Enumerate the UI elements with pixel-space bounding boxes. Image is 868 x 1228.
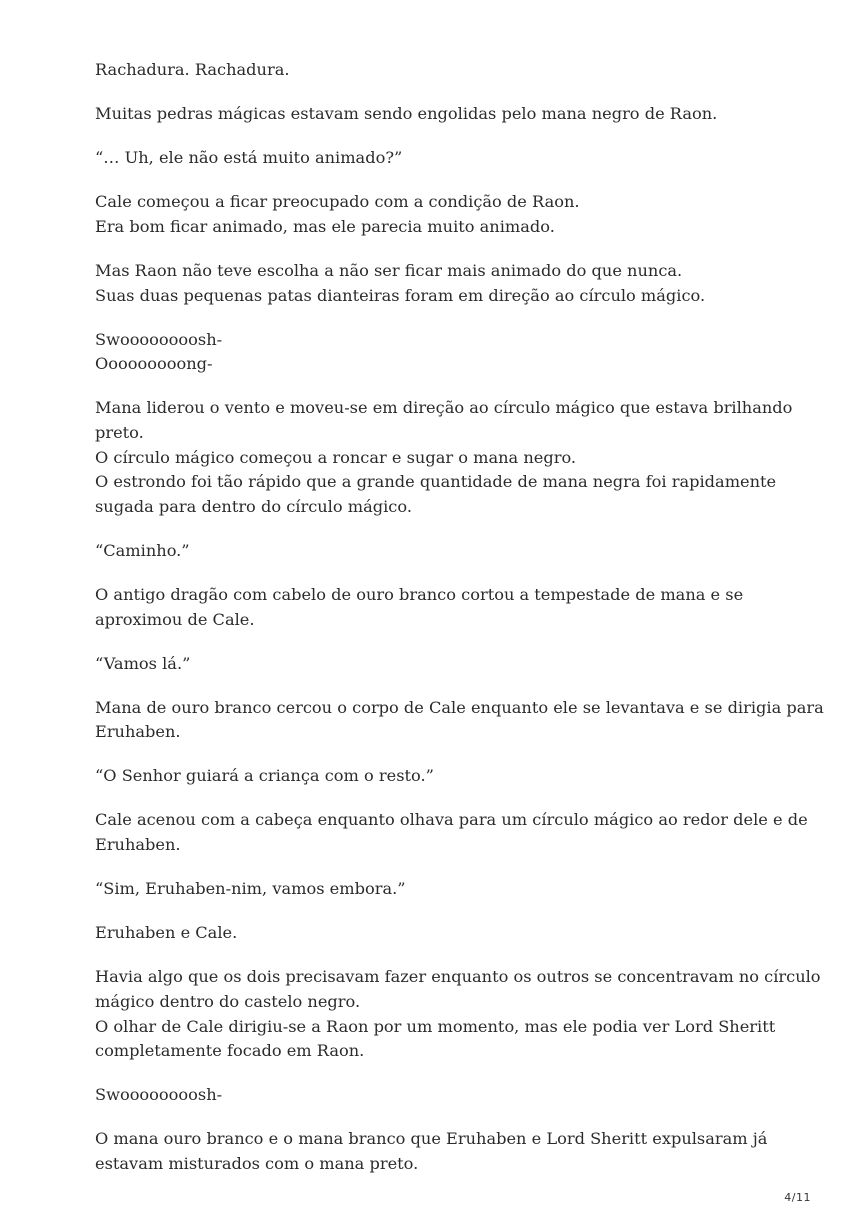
text-line: “Caminho.” [95,540,190,560]
text-line: Ooooooooong- [95,354,213,374]
paragraph [95,1083,795,1108]
paragraph [95,583,795,632]
paragraph [95,696,824,745]
text-line: Eruhaben e Cale. [95,923,238,943]
document-body [95,58,824,1196]
text-line: Rachadura. Rachadura. [95,60,290,79]
paragraph [95,764,795,789]
text-line: Havia algo que os dois precisavam fazer enquanto os outros se concentravam no círculo [95,967,821,987]
paragraph [95,259,795,308]
text-line: Era bom ficar animado, mas ele parecia muito animado. [95,216,555,236]
text-line: Eruhaben. [95,722,181,742]
paragraph [95,102,795,127]
text-line: “Sim, Eruhaben-nim, vamos embora.” [95,879,406,899]
paragraph [95,652,795,677]
text-line: “O Senhor guiará a criança com o resto.” [95,766,434,786]
text-line: O círculo mágico começou a roncar e sugar o mana negro. [95,447,577,467]
text-line: aproximou de Cale. [95,609,255,629]
paragraph [95,808,808,857]
text-line: “Vamos lá.” [95,653,191,673]
paragraph [95,1127,795,1176]
paragraph [95,190,795,239]
paragraph [95,965,821,1063]
text-line: Swoooooooosh- [95,1085,223,1105]
text-line: “… Uh, ele não está muito animado?” [95,148,403,168]
text-line: Cale começou a ficar preocupado com a condição de Raon. [95,192,580,212]
paragraph [95,921,795,946]
paragraph [95,58,795,83]
text-line: O olhar de Cale dirigiu-se a Raon por um momento, mas ele podia ver Lord Sheritt [95,1016,776,1036]
text-line: Swoooooooosh- [95,329,223,349]
text-line: O estrondo foi tão rápido que a grande quantidade de mana negra foi rapidamente [95,472,777,492]
paragraph [95,396,795,519]
text-line: Eruhaben. [95,835,181,855]
text-line: O antigo dragão com cabelo de ouro branco cortou a tempestade de mana e se [95,584,744,604]
paragraph [95,328,795,377]
paragraph [95,146,795,171]
text-line: preto. [95,422,144,442]
text-line: O mana ouro branco e o mana branco que Eruhaben e Lord Sheritt expulsaram já [95,1129,768,1149]
text-line: Mas Raon não teve escolha a não ser ficar mais animado do que nunca. [95,260,683,280]
text-line: Mana liderou o vento e moveu-se em direção ao círculo mágico que estava brilhando [95,398,793,418]
text-line: sugada para dentro do círculo mágico. [95,496,412,516]
page-number: 4/11 [784,1191,811,1204]
paragraph [95,877,795,902]
text-line: Mana de ouro branco cercou o corpo de Cale enquanto ele se levantava e se dirigia para [95,697,824,717]
text-line: mágico dentro do castelo negro. [95,991,361,1011]
text-line: Muitas pedras mágicas estavam sendo engolidas pelo mana negro de Raon. [95,104,718,124]
paragraph [95,539,795,564]
text-line: completamente focado em Raon. [95,1041,365,1061]
text-line: estavam misturados com o mana preto. [95,1153,419,1173]
text-line: Cale acenou com a cabeça enquanto olhava para um círculo mágico ao redor dele e de [95,810,808,830]
text-line: Suas duas pequenas patas dianteiras foram em direção ao círculo mágico. [95,285,706,305]
